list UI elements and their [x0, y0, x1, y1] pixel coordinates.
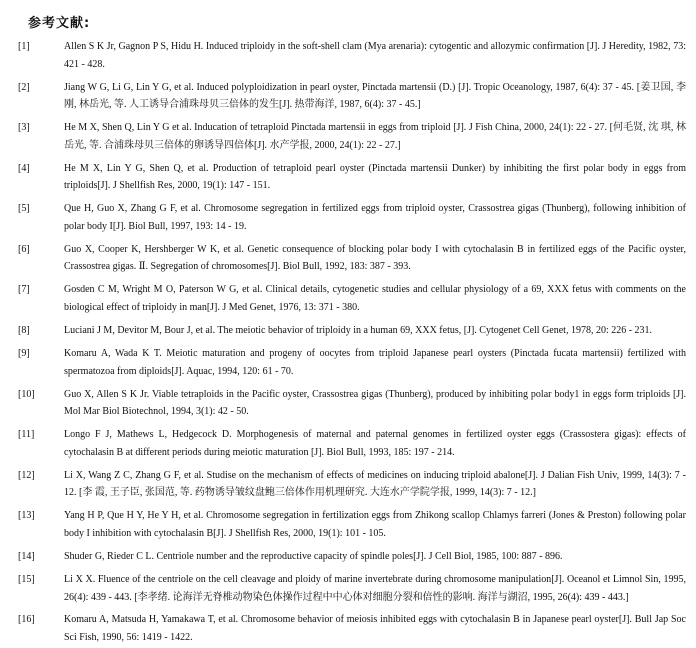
reference-item [14, 322, 686, 340]
reference-text: Shuder G, Rieder C L. Centriole number and the reproductive capacity of spindle poles[J]. J Cell Biol, 1985, 100: 887 - 896. [64, 550, 563, 562]
reference-item [14, 281, 686, 316]
reference-number: [4] [18, 162, 30, 174]
reference-text: He M X, Shen Q, Lin Y G et al. Inducation of tetraploid Pinctada martensii in eggs from triploid [J]. J Fish China, 2000, 24(1): 22 - 27. [何毛贤, 沈 琪, 林岳光, 等. 合浦珠母贝三倍体的卵诱导四倍体[J]. 水产学报, 2000, 24(1): 22 - 27.] [64, 122, 686, 151]
reference-number: [5] [18, 203, 30, 215]
reference-text: Jiang W G, Li G, Lin Y G, et al. Induced polyploidization in pearl oyster, Pinctada martensii (D.) [J]. Tropic Oceanology, 1987, 6(4): 37 - 45. [姜卫国, 李 刚, 林岳光, 等. 人工诱导合浦珠母贝三倍体的发生[J]. 热带海洋, 1987, 6(4): 37 - 45.] [64, 81, 686, 111]
reference-text: Komaru A, Matsuda H, Yamakawa T, et al. Chromosome behavior of meiosis inhibited eggs with cytochalasin B in Japanese pearl oyster[J]. Bull Jap Soc Sci Fish, 1990, 56: 1419 - 1422. [64, 614, 686, 644]
reference-item [14, 79, 686, 114]
reference-text: Guo X, Cooper K, Hershberger W K, et al. Genetic consequence of blocking polar body I with cytochalasin B in fertilized eggs of the Pacific oyster, Crassostrea gigas. Ⅱ. Segregation of chromosomes[J]. Biol Bull, 1992, 183: 387 - 393. [64, 243, 686, 273]
reference-item [14, 345, 686, 380]
reference-number: [12] [18, 469, 35, 481]
reference-item [14, 467, 686, 502]
reference-number: [9] [18, 348, 30, 360]
reference-text: Komaru A, Wada K T. Meiotic maturation and progeny of oocytes from triploid Japanese pearl oysters (Pinctada fucata martensii) fertilized with spermatozoa from diploids[J]. Aquac, 1994, 120: 61 - 70. [64, 348, 686, 377]
reference-item [14, 38, 686, 73]
reference-number: [13] [18, 510, 35, 522]
reference-text: Longo F J, Mathews L, Hedgecock D. Morphogenesis of maternal and paternal genomes in fertilized oyster eggs (Crassostera gigas): effects of cytochalasin B at different periods during meiotic maturation [J]. Biol Bull, 1993, 185: 197 - 214. [64, 429, 686, 458]
reference-text: Luciani J M, Devitor M, Bour J, et al. The meiotic behavior of triploidy in a human 69, XXX fetus, [J]. Cytogenet Cell Genet, 1978, 20: 226 - 231. [64, 325, 653, 337]
reference-item [14, 241, 686, 276]
reference-number: [15] [18, 573, 35, 585]
reference-number: [11] [18, 429, 35, 441]
reference-text: Guo X, Allen S K Jr. Viable tetraploids in the Pacific oyster, Crassostrea gigas (Thunberg), produced by inhibiting polar body1 in eggs form triploids [J]. Mol Mar Biol Biotechnol, 1994, 3(1): 42 - 50. [64, 388, 686, 418]
reference-item [14, 160, 686, 195]
reference-number: [14] [18, 550, 35, 562]
reference-list [14, 38, 686, 647]
references-heading: 参考文献: [28, 16, 91, 31]
reference-number: [1] [18, 41, 30, 52]
reference-text: He M X, Lin Y G, Shen Q, et al. Production of tetraploid pearl oyster (Pinctada martensii Dunker) by inhibiting the first polar body in eggs from triploids[J]. J Shellfish Res, 2000, 19(1): 147 - 151. [64, 162, 686, 192]
reference-item [14, 426, 686, 461]
reference-item [14, 571, 686, 606]
reference-number: [3] [18, 122, 30, 134]
reference-item [14, 200, 686, 235]
reference-text: Allen S K Jr, Gagnon P S, Hidu H. Induced triploidy in the soft-shell clam (Mya arenaria): cytogentic and allozymic confirmation [J]. J Heredity, 1982, 73: 421 - 428. [64, 41, 686, 70]
reference-number: [2] [18, 81, 30, 93]
reference-text: Li X X. Fluence of the centriole on the cell cleavage and ploidy of marine invertebrate during chromosome manipulation[J]. Oceanol et Limnol Sin, 1995, 26(4): 439 - 443. [李孝绪. 论海洋无脊椎动物染色体操作过程中中心体对细胞分裂和倍性的影响. 海洋与湖沼, 1995, 26(4): 439 - 443.] [64, 573, 686, 603]
reference-item [14, 611, 686, 646]
reference-number: [6] [18, 243, 30, 255]
reference-item [14, 507, 686, 542]
reference-number: [8] [18, 325, 30, 337]
reference-text: Li X, Wang Z C, Zhang G F, et al. Studise on the mechanism of effects of medicines on inducing triploid abalone[J]. J Dalian Fish Univ, 1999, 14(3): 7 - 12. [李 霞, 王子臣, 张国范, 等. 药物诱导皱纹盘鲍三倍体作用机理研究. 大连水产学院学报, 1999, 14(3): 7 - 12.] [64, 469, 686, 499]
reference-text: Yang H P, Que H Y, He Y H, et al. Chromosome segregation in fertilization eggs from Zhikong scallop Chlamys farreri (Jones & Preston) following polar body I inhibition with cytochalasin B[J]. J Shellfish Res, 2000, 19(1): 101 - 105. [64, 510, 686, 539]
reference-number: [10] [18, 388, 35, 400]
reference-item [14, 548, 686, 566]
reference-text: Gosden C M, Wright M O, Paterson W G, et al. Clinical details, cytogenetic studies and cellular physiology of a 69, XXX fetus with comments on the biological effect of triploidy in man[J]. J Med Genet, 1976, 13: 371 - 380. [64, 284, 686, 314]
reference-text: Que H, Guo X, Zhang G F, et al. Chromosome segregation in fertilized eggs from triploid oyster, Crassostrea gigas (Thunberg), following inhibition of polar body I[J]. Biol Bull, 1997, 193: 14 - 19. [64, 203, 686, 232]
reference-item [14, 386, 686, 421]
reference-number: [7] [18, 284, 30, 296]
reference-item [14, 119, 686, 154]
reference-number: [16] [18, 614, 35, 626]
